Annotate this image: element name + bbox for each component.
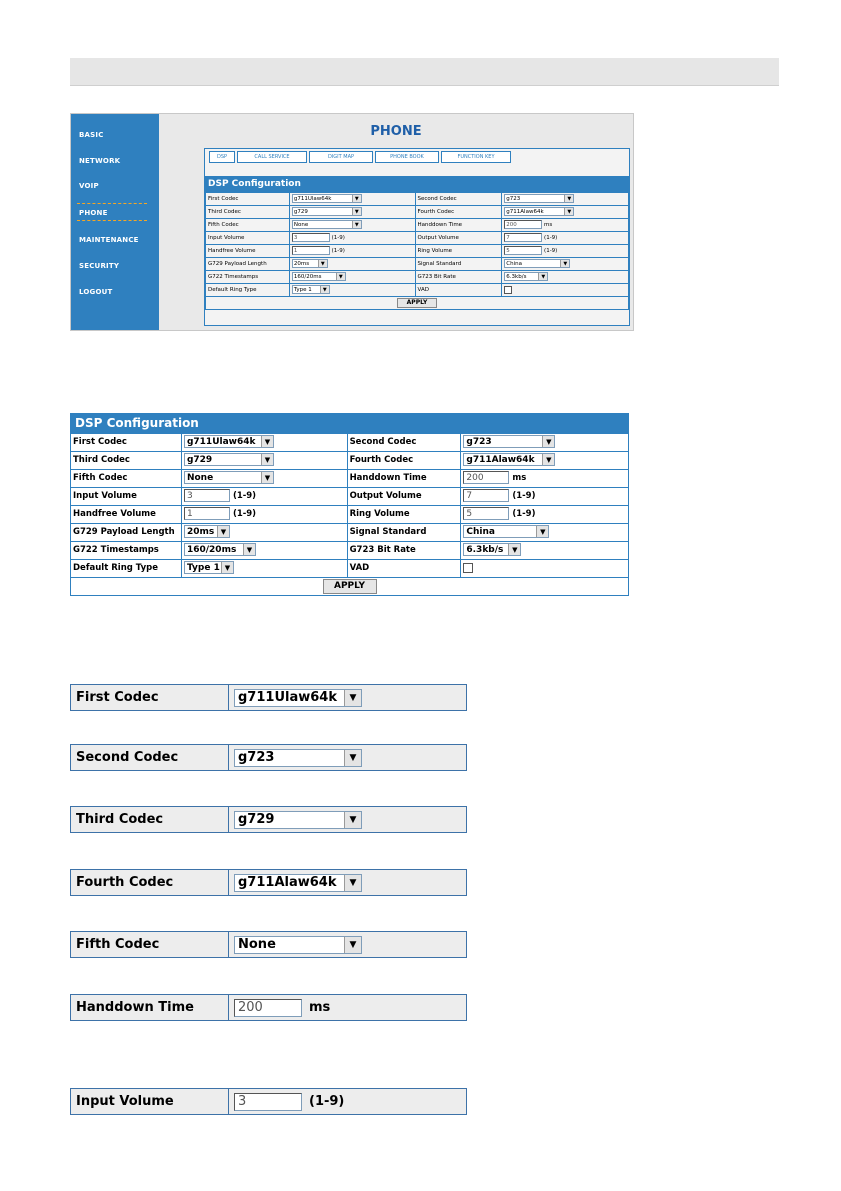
input-volume-range: (1-9) bbox=[331, 235, 345, 241]
g723-bit-rate-select[interactable]: 6.3kb/s ▼ bbox=[504, 272, 548, 281]
second-codec-label: Second Codec bbox=[71, 745, 229, 770]
handdown-time-label: Handdown Time bbox=[71, 995, 229, 1020]
sidebar-item-logout[interactable]: LOGOUT bbox=[79, 288, 113, 296]
fifth-codec-select[interactable]: None ▼ bbox=[292, 220, 362, 229]
chevron-down-icon: ▼ bbox=[542, 454, 554, 465]
chevron-down-icon: ▼ bbox=[261, 454, 273, 465]
chevron-down-icon: ▼ bbox=[243, 544, 255, 555]
tab-function-key[interactable]: FUNCTION KEY bbox=[441, 151, 511, 163]
table-row bbox=[71, 578, 629, 596]
input-volume-label: Input Volume bbox=[71, 488, 182, 506]
apply-button[interactable]: APPLY bbox=[397, 298, 437, 308]
table-row bbox=[206, 232, 629, 245]
fourth-codec-select[interactable]: g711Alaw64k ▼ bbox=[463, 453, 555, 466]
third-codec-label: Third Codec bbox=[206, 206, 290, 219]
table-row bbox=[206, 284, 629, 297]
first-codec-select[interactable]: g711Ulaw64k ▼ bbox=[184, 435, 274, 448]
g723-bit-rate-label: G723 Bit Rate bbox=[415, 271, 502, 284]
fourth-codec-select[interactable]: g711Alaw64k ▼ bbox=[504, 207, 574, 216]
signal-standard-label: Signal Standard bbox=[347, 524, 461, 542]
chevron-down-icon: ▼ bbox=[217, 526, 229, 537]
second-codec-row bbox=[70, 744, 467, 771]
fifth-codec-label: Fifth Codec bbox=[206, 219, 290, 232]
second-codec-select[interactable]: g723 ▼ bbox=[504, 194, 574, 203]
third-codec-row bbox=[70, 806, 467, 833]
first-codec-select[interactable]: g711Ulaw64k ▼ bbox=[292, 194, 362, 203]
tab-phone-book[interactable]: PHONE BOOK bbox=[375, 151, 439, 163]
vad-label: VAD bbox=[347, 560, 461, 578]
table-row bbox=[71, 524, 629, 542]
output-volume-input[interactable]: 7 bbox=[504, 233, 542, 242]
second-codec-label: Second Codec bbox=[415, 193, 502, 206]
first-codec-select[interactable]: g711Ulaw64k ▼ bbox=[234, 689, 362, 707]
chevron-down-icon: ▼ bbox=[261, 436, 273, 447]
output-volume-label: Output Volume bbox=[347, 488, 461, 506]
handdown-time-input[interactable]: 200 bbox=[234, 999, 302, 1017]
chevron-down-icon: ▼ bbox=[564, 208, 573, 215]
g722-timestamps-select[interactable]: 160/20ms ▼ bbox=[292, 272, 346, 281]
chevron-down-icon: ▼ bbox=[564, 195, 573, 202]
vad-checkbox[interactable] bbox=[463, 563, 473, 573]
ring-volume-input[interactable]: 5 bbox=[504, 246, 542, 255]
handdown-time-input[interactable]: 200 bbox=[463, 471, 509, 484]
sidebar-item-phone[interactable]: PHONE bbox=[79, 209, 108, 217]
third-codec-select[interactable]: g729 ▼ bbox=[184, 453, 274, 466]
sidebar bbox=[71, 114, 159, 330]
dsp-config-header: DSP Configuration bbox=[205, 176, 629, 192]
handfree-volume-range: (1-9) bbox=[331, 248, 345, 254]
handfree-volume-label: Handfree Volume bbox=[206, 245, 290, 258]
chevron-down-icon: ▼ bbox=[344, 937, 361, 953]
input-volume-input[interactable]: 3 bbox=[184, 489, 230, 502]
table-row bbox=[206, 258, 629, 271]
tab-dsp[interactable]: DSP bbox=[209, 151, 235, 163]
ring-volume-range: (1-9) bbox=[544, 248, 558, 254]
second-codec-label: Second Codec bbox=[347, 434, 461, 452]
handfree-volume-label: Handfree Volume bbox=[71, 506, 182, 524]
dsp-config-table bbox=[70, 433, 629, 596]
handfree-volume-range: (1-9) bbox=[232, 509, 257, 519]
ring-volume-range: (1-9) bbox=[512, 509, 536, 519]
sidebar-item-security[interactable]: SECURITY bbox=[79, 262, 120, 270]
table-row bbox=[71, 542, 629, 560]
ring-volume-label: Ring Volume bbox=[347, 506, 461, 524]
g722-timestamps-select[interactable]: 160/20ms ▼ bbox=[184, 543, 256, 556]
handdown-time-row bbox=[70, 994, 467, 1021]
ring-volume-input[interactable]: 5 bbox=[463, 507, 509, 520]
fifth-codec-row bbox=[70, 931, 467, 958]
first-codec-label: First Codec bbox=[71, 434, 182, 452]
top-header-bar bbox=[70, 58, 779, 86]
output-volume-input[interactable]: 7 bbox=[463, 489, 509, 502]
dsp-config-table-small bbox=[205, 192, 629, 310]
sidebar-item-basic[interactable]: BASIC bbox=[79, 131, 104, 139]
input-volume-row bbox=[70, 1088, 467, 1115]
handdown-time-label: Handdown Time bbox=[347, 470, 461, 488]
sidebar-divider bbox=[77, 203, 147, 204]
fifth-codec-select[interactable]: None ▼ bbox=[234, 936, 362, 954]
ring-volume-label: Ring Volume bbox=[415, 245, 502, 258]
apply-button[interactable]: APPLY bbox=[323, 579, 377, 594]
handfree-volume-input[interactable]: 1 bbox=[292, 246, 330, 255]
table-row bbox=[206, 271, 629, 284]
chevron-down-icon: ▼ bbox=[352, 221, 361, 228]
signal-standard-label: Signal Standard bbox=[415, 258, 502, 271]
input-volume-range: (1-9) bbox=[309, 1094, 345, 1109]
table-row bbox=[71, 488, 629, 506]
input-volume-input[interactable]: 3 bbox=[292, 233, 330, 242]
first-codec-label: First Codec bbox=[206, 193, 290, 206]
table-row bbox=[71, 560, 629, 578]
sidebar-item-network[interactable]: NETWORK bbox=[79, 157, 121, 165]
third-codec-select[interactable]: g729 ▼ bbox=[292, 207, 362, 216]
table-row bbox=[206, 245, 629, 258]
first-codec-label: First Codec bbox=[71, 685, 229, 710]
signal-standard-select[interactable]: China ▼ bbox=[463, 525, 549, 538]
chevron-down-icon: ▼ bbox=[538, 273, 547, 280]
fourth-codec-select[interactable]: g711Alaw64k ▼ bbox=[234, 874, 362, 892]
g729-payload-label: G729 Payload Length bbox=[206, 258, 290, 271]
first-codec-row bbox=[70, 684, 467, 711]
handfree-volume-input[interactable]: 1 bbox=[184, 507, 230, 520]
output-volume-range: (1-9) bbox=[544, 235, 558, 241]
page-title: PHONE bbox=[370, 124, 422, 139]
fourth-codec-label: Fourth Codec bbox=[415, 206, 502, 219]
table-row bbox=[71, 470, 629, 488]
chevron-down-icon: ▼ bbox=[508, 544, 520, 555]
input-volume-label: Input Volume bbox=[206, 232, 290, 245]
chevron-down-icon: ▼ bbox=[560, 260, 569, 267]
phone-page-screenshot bbox=[70, 113, 634, 331]
fourth-codec-label: Fourth Codec bbox=[347, 452, 461, 470]
chevron-down-icon: ▼ bbox=[352, 195, 361, 202]
g723-bit-rate-label: G723 Bit Rate bbox=[347, 542, 461, 560]
chevron-down-icon: ▼ bbox=[344, 690, 361, 706]
default-ring-type-select[interactable]: Type 1 ▼ bbox=[292, 285, 330, 294]
input-volume-range: (1-9) bbox=[232, 491, 257, 501]
chevron-down-icon: ▼ bbox=[344, 875, 361, 891]
vad-checkbox[interactable] bbox=[504, 286, 512, 294]
second-codec-select[interactable]: g723 ▼ bbox=[463, 435, 555, 448]
chevron-down-icon: ▼ bbox=[542, 436, 554, 447]
tab-digit-map[interactable]: DIGIT MAP bbox=[309, 151, 373, 163]
sidebar-item-voip[interactable]: VOIP bbox=[79, 182, 99, 190]
chevron-down-icon: ▼ bbox=[320, 286, 329, 293]
default-ring-type-label: Default Ring Type bbox=[206, 284, 290, 297]
chevron-down-icon: ▼ bbox=[221, 562, 233, 573]
g722-timestamps-label: G722 Timestamps bbox=[71, 542, 182, 560]
table-row bbox=[71, 506, 629, 524]
chevron-down-icon: ▼ bbox=[344, 812, 361, 828]
input-volume-label: Input Volume bbox=[71, 1089, 229, 1114]
sidebar-divider bbox=[77, 220, 147, 221]
table-row bbox=[206, 193, 629, 206]
fourth-codec-label: Fourth Codec bbox=[71, 870, 229, 895]
g722-timestamps-label: G722 Timestamps bbox=[206, 271, 290, 284]
input-volume-input[interactable]: 3 bbox=[234, 1093, 302, 1111]
chevron-down-icon: ▼ bbox=[336, 273, 345, 280]
default-ring-type-label: Default Ring Type bbox=[71, 560, 182, 578]
handdown-time-input[interactable]: 200 bbox=[504, 220, 542, 229]
table-row bbox=[206, 206, 629, 219]
table-row bbox=[206, 297, 629, 310]
handdown-time-label: Handdown Time bbox=[415, 219, 502, 232]
table-row bbox=[71, 434, 629, 452]
handdown-time-unit: ms bbox=[512, 473, 527, 483]
fifth-codec-label: Fifth Codec bbox=[71, 470, 182, 488]
third-codec-label: Third Codec bbox=[71, 452, 182, 470]
chevron-down-icon: ▼ bbox=[344, 750, 361, 766]
chevron-down-icon: ▼ bbox=[352, 208, 361, 215]
output-volume-range: (1-9) bbox=[512, 491, 536, 501]
output-volume-label: Output Volume bbox=[415, 232, 502, 245]
dsp-config-panel bbox=[70, 413, 629, 603]
default-ring-type-select[interactable]: Type 1 ▼ bbox=[184, 561, 234, 574]
third-codec-label: Third Codec bbox=[71, 807, 229, 832]
handdown-time-unit: ms bbox=[309, 1000, 331, 1015]
dsp-panel bbox=[204, 148, 630, 326]
fourth-codec-row bbox=[70, 869, 467, 896]
vad-label: VAD bbox=[415, 284, 502, 297]
chevron-down-icon: ▼ bbox=[261, 472, 273, 483]
chevron-down-icon: ▼ bbox=[536, 526, 548, 537]
dsp-config-header: DSP Configuration bbox=[70, 413, 629, 433]
table-row bbox=[71, 452, 629, 470]
table-row bbox=[206, 219, 629, 232]
tab-call-service[interactable]: CALL SERVICE bbox=[237, 151, 307, 163]
g723-bit-rate-select[interactable]: 6.3kb/s ▼ bbox=[463, 543, 521, 556]
fifth-codec-label: Fifth Codec bbox=[71, 932, 229, 957]
signal-standard-select[interactable]: China ▼ bbox=[504, 259, 570, 268]
g729-payload-select[interactable]: 20ms ▼ bbox=[292, 259, 328, 268]
fifth-codec-select[interactable]: None ▼ bbox=[184, 471, 274, 484]
handdown-time-unit: ms bbox=[544, 222, 553, 228]
sidebar-item-maintenance[interactable]: MAINTENANCE bbox=[79, 236, 139, 244]
g729-payload-label: G729 Payload Length bbox=[71, 524, 182, 542]
g729-payload-select[interactable]: 20ms ▼ bbox=[184, 525, 230, 538]
second-codec-select[interactable]: g723 ▼ bbox=[234, 749, 362, 767]
chevron-down-icon: ▼ bbox=[318, 260, 327, 267]
third-codec-select[interactable]: g729 ▼ bbox=[234, 811, 362, 829]
